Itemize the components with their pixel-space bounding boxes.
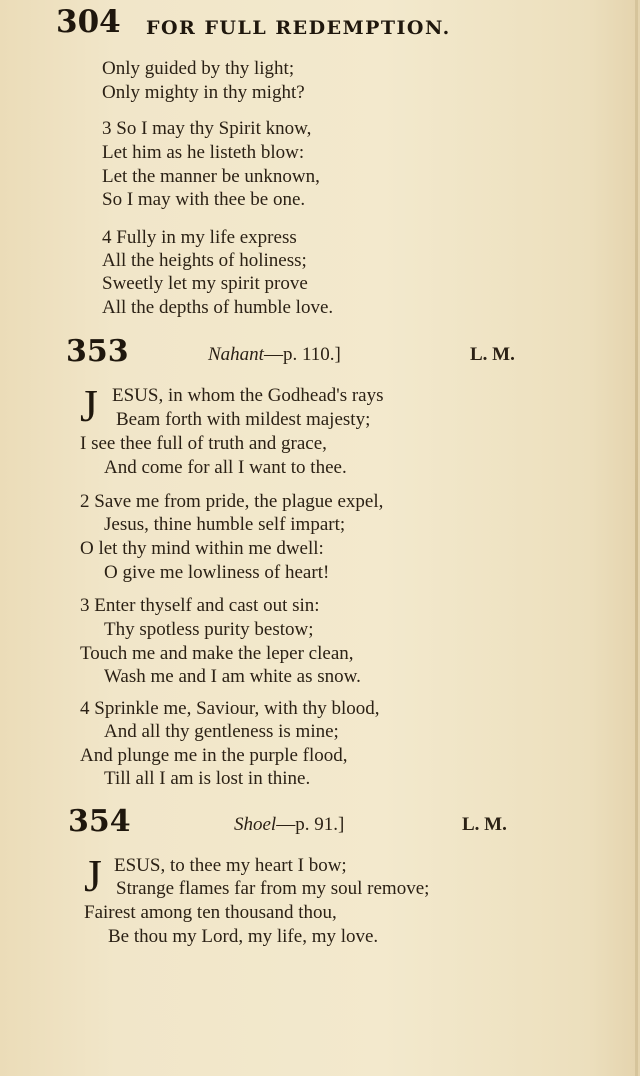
verse-line: And come for all I want to thee. bbox=[104, 457, 347, 478]
verse-line: Wash me and I am white as snow. bbox=[104, 666, 361, 687]
page-number: 304 bbox=[56, 4, 121, 40]
verse-line: And all thy gentleness is mine; bbox=[104, 721, 339, 742]
verse-line: ESUS, in whom the Godhead's rays bbox=[112, 385, 384, 406]
verse-line: Sweetly let my spirit prove bbox=[102, 273, 308, 294]
verse-line: Till all I am is lost in thine. bbox=[104, 768, 311, 789]
meter: L. M. bbox=[470, 344, 515, 365]
tune-page: —p. 110.] bbox=[263, 344, 341, 365]
hymn-353-heading bbox=[66, 334, 536, 370]
running-title: FOR FULL REDEMPTION. bbox=[146, 17, 451, 39]
verse-line: ESUS, to thee my heart I bow; bbox=[114, 855, 347, 876]
verse-line: Only mighty in thy might? bbox=[102, 82, 305, 103]
verse-line: Thy spotless purity bestow; bbox=[104, 619, 314, 640]
tune-reference bbox=[208, 344, 341, 366]
page-edge bbox=[635, 0, 638, 1076]
verse-line: All the heights of holiness; bbox=[102, 250, 307, 271]
verse-line: 4 Sprinkle me, Saviour, with thy blood, bbox=[80, 698, 380, 719]
hymn-number: 353 bbox=[66, 334, 129, 369]
verse-line: 2 Save me from pride, the plague expel, bbox=[80, 491, 384, 512]
meter: L. M. bbox=[462, 814, 507, 835]
verse-line: All the depths of humble love. bbox=[102, 297, 334, 318]
verse-line: 3 So I may thy Spirit know, bbox=[102, 118, 312, 139]
hymn-354-heading bbox=[68, 804, 538, 840]
verse-line: Let him as he listeth blow: bbox=[102, 142, 305, 163]
verse-line: Only guided by thy light; bbox=[102, 58, 295, 79]
verse-line: Strange flames far from my soul remove; bbox=[116, 878, 430, 899]
verse-line: So I may with thee be one. bbox=[102, 189, 306, 210]
drop-cap: J bbox=[84, 850, 102, 901]
tune-name: Nahant bbox=[208, 344, 264, 365]
verse-line: Beam forth with mildest majesty; bbox=[116, 409, 371, 430]
verse-line: Fairest among ten thousand thou, bbox=[84, 902, 337, 923]
verse-line: O give me lowliness of heart! bbox=[104, 562, 330, 583]
verse-line: I see thee full of truth and grace, bbox=[80, 433, 327, 454]
verse-line: O let thy mind within me dwell: bbox=[80, 538, 324, 559]
verse-line: Jesus, thine humble self impart; bbox=[104, 514, 346, 535]
verse-line: And plunge me in the purple flood, bbox=[80, 745, 348, 766]
verse-line: Be thou my Lord, my life, my love. bbox=[108, 926, 379, 947]
tune-name: Shoel bbox=[234, 814, 277, 835]
verse-line: 3 Enter thyself and cast out sin: bbox=[80, 595, 320, 616]
verse-line: 4 Fully in my life express bbox=[102, 227, 297, 248]
page-header bbox=[56, 4, 526, 44]
tune-page: —p. 91.] bbox=[276, 814, 345, 835]
tune-reference bbox=[234, 814, 344, 836]
verse-line: Touch me and make the leper clean, bbox=[80, 643, 354, 664]
hymn-number: 354 bbox=[68, 804, 131, 839]
drop-cap: J bbox=[80, 380, 98, 431]
verse-line: Let the manner be unknown, bbox=[102, 166, 320, 187]
